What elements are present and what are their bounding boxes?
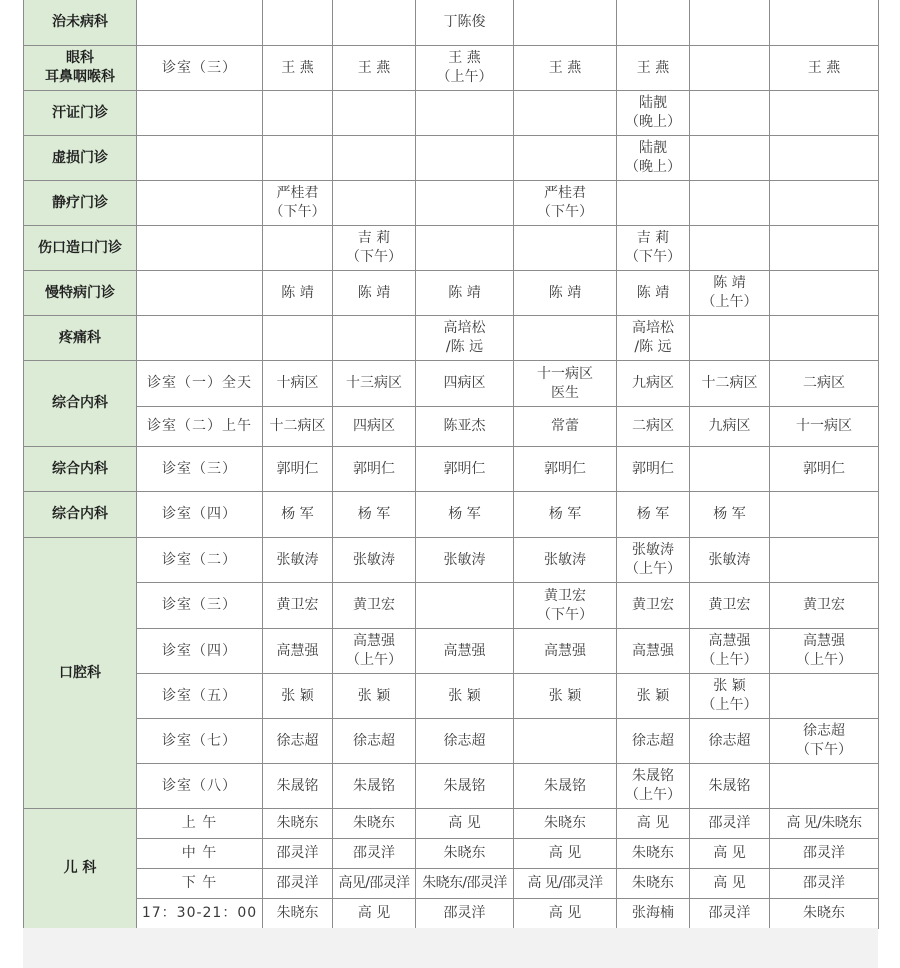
schedule-cell: 徐志超: [416, 719, 514, 764]
schedule-cell: [416, 136, 514, 181]
room-cell: 上 午: [137, 809, 263, 839]
schedule-cell: [263, 0, 333, 46]
schedule-cell: 张敏涛: [333, 538, 416, 583]
schedule-cell: 郭明仁: [514, 447, 617, 492]
schedule-cell: 陈 靖: [514, 271, 617, 316]
schedule-cell: [770, 316, 879, 361]
schedule-row: [24, 492, 879, 538]
schedule-cell: 朱晟铭: [416, 764, 514, 809]
schedule-cell: [263, 226, 333, 271]
schedule-cell: 高见/邵灵洋: [333, 869, 416, 899]
schedule-cell: 黄卫宏: [263, 583, 333, 629]
schedule-cell: 黄卫宏: [617, 583, 690, 629]
schedule-row: [24, 899, 879, 929]
schedule-cell: 九病区: [690, 407, 770, 447]
schedule-cell: [770, 136, 879, 181]
schedule-cell: 张 颖: [416, 674, 514, 719]
schedule-cell: 十二病区: [263, 407, 333, 447]
schedule-cell: 严桂君 （下午）: [514, 181, 617, 226]
department-cell: 眼科 耳鼻咽喉科: [24, 46, 137, 91]
schedule-cell: 邵灵洋: [333, 839, 416, 869]
schedule-cell: 杨 军: [514, 492, 617, 538]
schedule-row: [24, 583, 879, 629]
schedule-row: [24, 181, 879, 226]
schedule-cell: 朱晓东: [770, 899, 879, 929]
schedule-cell: [263, 316, 333, 361]
room-cell: [137, 316, 263, 361]
schedule-cell: 陆靓 （晚上）: [617, 136, 690, 181]
schedule-cell: 吉 莉 （下午）: [333, 226, 416, 271]
schedule-row: [24, 809, 879, 839]
schedule-cell: 高 见: [333, 899, 416, 929]
schedule-cell: 徐志超: [690, 719, 770, 764]
schedule-cell: 朱晓东: [617, 869, 690, 899]
schedule-cell: [770, 226, 879, 271]
schedule-cell: 徐志超: [333, 719, 416, 764]
schedule-cell: 吉 莉 （下午）: [617, 226, 690, 271]
schedule-cell: [514, 136, 617, 181]
schedule-row: [24, 91, 879, 136]
schedule-cell: [690, 136, 770, 181]
schedule-row: [24, 46, 879, 91]
schedule-cell: 邵灵洋: [690, 899, 770, 929]
schedule-cell: 黄卫宏: [690, 583, 770, 629]
room-cell: 诊室（八）: [137, 764, 263, 809]
schedule-cell: [263, 136, 333, 181]
schedule-row: [24, 538, 879, 583]
schedule-cell: 朱晓东: [617, 839, 690, 869]
schedule-cell: [690, 316, 770, 361]
room-cell: [137, 226, 263, 271]
room-cell: 诊室（五）: [137, 674, 263, 719]
schedule-cell: 陈 靖: [263, 271, 333, 316]
schedule-cell: 杨 军: [690, 492, 770, 538]
schedule-cell: [690, 0, 770, 46]
schedule-cell: 十三病区: [333, 361, 416, 407]
schedule-cell: [333, 91, 416, 136]
schedule-cell: 郭明仁: [333, 447, 416, 492]
department-cell: 虚损门诊: [24, 136, 137, 181]
schedule-cell: 王 燕: [514, 46, 617, 91]
schedule-row: [24, 629, 879, 674]
schedule-cell: [514, 316, 617, 361]
schedule-row: [24, 764, 879, 809]
schedule-cell: [690, 181, 770, 226]
schedule-cell: 陈 靖: [416, 271, 514, 316]
room-cell: 17：30-21：00: [137, 899, 263, 929]
department-cell: 综合内科: [24, 447, 137, 492]
schedule-cell: 张敏涛: [514, 538, 617, 583]
department-cell: 疼痛科: [24, 316, 137, 361]
schedule-cell: 十二病区: [690, 361, 770, 407]
schedule-cell: 高 见/邵灵洋: [514, 869, 617, 899]
room-cell: 下 午: [137, 869, 263, 899]
schedule-cell: 严桂君 （下午）: [263, 181, 333, 226]
schedule-cell: 十一病区: [770, 407, 879, 447]
department-cell: 儿 科: [24, 809, 137, 929]
department-cell: 慢特病门诊: [24, 271, 137, 316]
schedule-cell: [617, 0, 690, 46]
schedule-cell: 邵灵洋: [416, 899, 514, 929]
schedule-row: [24, 447, 879, 492]
schedule-row: [24, 0, 879, 46]
schedule-cell: 陈亚杰: [416, 407, 514, 447]
schedule-row: [24, 226, 879, 271]
schedule-row: [24, 316, 879, 361]
schedule-cell: 朱晓东: [263, 899, 333, 929]
schedule-row: [24, 271, 879, 316]
schedule-cell: 高 见/朱晓东: [770, 809, 879, 839]
schedule-cell: 高慧强 （上午）: [770, 629, 879, 674]
room-cell: 诊室（二）上午: [137, 407, 263, 447]
room-cell: 诊室（一）全天: [137, 361, 263, 407]
schedule-row: [24, 407, 879, 447]
schedule-cell: [416, 91, 514, 136]
schedule-cell: 杨 军: [617, 492, 690, 538]
schedule-cell: [690, 91, 770, 136]
schedule-cell: 王 燕: [263, 46, 333, 91]
schedule-cell: [690, 447, 770, 492]
room-cell: 诊室（四）: [137, 492, 263, 538]
schedule-cell: 张敏涛: [416, 538, 514, 583]
schedule-cell: [770, 91, 879, 136]
schedule-cell: 杨 军: [333, 492, 416, 538]
room-cell: 中 午: [137, 839, 263, 869]
room-cell: [137, 181, 263, 226]
room-cell: 诊室（三）: [137, 46, 263, 91]
schedule-cell: 高 见: [514, 899, 617, 929]
schedule-cell: 二病区: [617, 407, 690, 447]
schedule-cell: [514, 719, 617, 764]
page-bottom-band: [23, 928, 878, 968]
schedule-cell: 高慧强 （上午）: [690, 629, 770, 674]
room-cell: [137, 271, 263, 316]
department-cell: 综合内科: [24, 361, 137, 447]
schedule-cell: 朱晟铭: [333, 764, 416, 809]
schedule-cell: [617, 181, 690, 226]
schedule-cell: 邵灵洋: [770, 839, 879, 869]
schedule-cell: 邵灵洋: [690, 809, 770, 839]
schedule-cell: [770, 674, 879, 719]
schedule-cell: 朱晓东: [416, 839, 514, 869]
schedule-cell: [263, 91, 333, 136]
schedule-cell: 杨 军: [263, 492, 333, 538]
schedule-row: [24, 719, 879, 764]
schedule-cell: [333, 181, 416, 226]
schedule-cell: [333, 136, 416, 181]
room-cell: [137, 136, 263, 181]
schedule-cell: 张 颖 （上午）: [690, 674, 770, 719]
schedule-cell: 陆靓 （晚上）: [617, 91, 690, 136]
schedule-cell: 杨 军: [416, 492, 514, 538]
schedule-cell: 张海楠: [617, 899, 690, 929]
schedule-cell: 黄卫宏: [333, 583, 416, 629]
schedule-cell: [690, 226, 770, 271]
schedule-cell: 张 颖: [514, 674, 617, 719]
schedule-body: [24, 0, 879, 929]
department-cell: 口腔科: [24, 538, 137, 809]
schedule-cell: 丁陈俊: [416, 0, 514, 46]
schedule-cell: [770, 0, 879, 46]
room-cell: 诊室（七）: [137, 719, 263, 764]
schedule-cell: 徐志超 （下午）: [770, 719, 879, 764]
schedule-cell: 四病区: [416, 361, 514, 407]
room-cell: [137, 0, 263, 46]
schedule-cell: [333, 0, 416, 46]
schedule-row: [24, 674, 879, 719]
schedule-cell: 高慧强 （上午）: [333, 629, 416, 674]
schedule-cell: 高培松 /陈 远: [617, 316, 690, 361]
schedule-row: [24, 839, 879, 869]
schedule-cell: [770, 538, 879, 583]
schedule-cell: 高 见: [690, 839, 770, 869]
schedule-cell: 朱晟铭: [263, 764, 333, 809]
schedule-cell: [333, 316, 416, 361]
schedule-cell: 王 燕: [617, 46, 690, 91]
room-cell: 诊室（四）: [137, 629, 263, 674]
schedule-cell: 陈 靖 （上午）: [690, 271, 770, 316]
schedule-cell: 王 燕: [333, 46, 416, 91]
department-cell: 综合内科: [24, 492, 137, 538]
room-cell: 诊室（三）: [137, 583, 263, 629]
schedule-row: [24, 869, 879, 899]
schedule-cell: 郭明仁: [617, 447, 690, 492]
schedule-cell: 王 燕: [770, 46, 879, 91]
schedule-cell: 朱晟铭: [514, 764, 617, 809]
schedule-cell: 陈 靖: [617, 271, 690, 316]
schedule-cell: 郭明仁: [770, 447, 879, 492]
schedule-cell: 高慧强: [416, 629, 514, 674]
clinic-schedule-table: [23, 0, 879, 929]
schedule-cell: 高培松 /陈 远: [416, 316, 514, 361]
schedule-cell: [514, 91, 617, 136]
schedule-cell: 徐志超: [263, 719, 333, 764]
schedule-cell: 九病区: [617, 361, 690, 407]
schedule-cell: 二病区: [770, 361, 879, 407]
department-cell: 治未病科: [24, 0, 137, 46]
room-cell: 诊室（二）: [137, 538, 263, 583]
schedule-cell: [770, 764, 879, 809]
schedule-cell: 郭明仁: [416, 447, 514, 492]
department-cell: 伤口造口门诊: [24, 226, 137, 271]
schedule-cell: 张敏涛 （上午）: [617, 538, 690, 583]
schedule-cell: [770, 271, 879, 316]
schedule-cell: [514, 226, 617, 271]
schedule-cell: 朱晟铭: [690, 764, 770, 809]
department-cell: 汗证门诊: [24, 91, 137, 136]
schedule-cell: 邵灵洋: [770, 869, 879, 899]
schedule-cell: 高 见: [617, 809, 690, 839]
schedule-cell: 张敏涛: [690, 538, 770, 583]
schedule-cell: [416, 181, 514, 226]
room-cell: 诊室（三）: [137, 447, 263, 492]
schedule-cell: 朱晓东: [333, 809, 416, 839]
schedule-cell: 高慧强: [514, 629, 617, 674]
schedule-cell: [514, 0, 617, 46]
schedule-cell: 张 颖: [263, 674, 333, 719]
schedule-cell: [770, 492, 879, 538]
schedule-cell: 邵灵洋: [263, 869, 333, 899]
schedule-cell: 高慧强: [263, 629, 333, 674]
schedule-cell: 王 燕 （上午）: [416, 46, 514, 91]
schedule-cell: 朱晓东: [514, 809, 617, 839]
schedule-cell: 十一病区 医生: [514, 361, 617, 407]
schedule-cell: 张敏涛: [263, 538, 333, 583]
schedule-cell: 高 见: [690, 869, 770, 899]
schedule-cell: 朱晓东: [263, 809, 333, 839]
schedule-cell: 十病区: [263, 361, 333, 407]
schedule-cell: 徐志超: [617, 719, 690, 764]
schedule-cell: 高慧强: [617, 629, 690, 674]
schedule-cell: 四病区: [333, 407, 416, 447]
schedule-cell: 常蕾: [514, 407, 617, 447]
schedule-cell: 高 见: [416, 809, 514, 839]
schedule-cell: 张 颖: [333, 674, 416, 719]
schedule-cell: 朱晓东/邵灵洋: [416, 869, 514, 899]
schedule-cell: 黄卫宏: [770, 583, 879, 629]
schedule-cell: 黄卫宏 （下午）: [514, 583, 617, 629]
schedule-row: [24, 361, 879, 407]
room-cell: [137, 91, 263, 136]
schedule-cell: 张 颖: [617, 674, 690, 719]
schedule-cell: 陈 靖: [333, 271, 416, 316]
department-cell: 静疗门诊: [24, 181, 137, 226]
schedule-cell: [690, 46, 770, 91]
schedule-cell: 高 见: [514, 839, 617, 869]
schedule-cell: 邵灵洋: [263, 839, 333, 869]
schedule-cell: [416, 583, 514, 629]
schedule-cell: [770, 181, 879, 226]
schedule-cell: 朱晟铭 （上午）: [617, 764, 690, 809]
schedule-cell: 郭明仁: [263, 447, 333, 492]
schedule-cell: [416, 226, 514, 271]
schedule-row: [24, 136, 879, 181]
